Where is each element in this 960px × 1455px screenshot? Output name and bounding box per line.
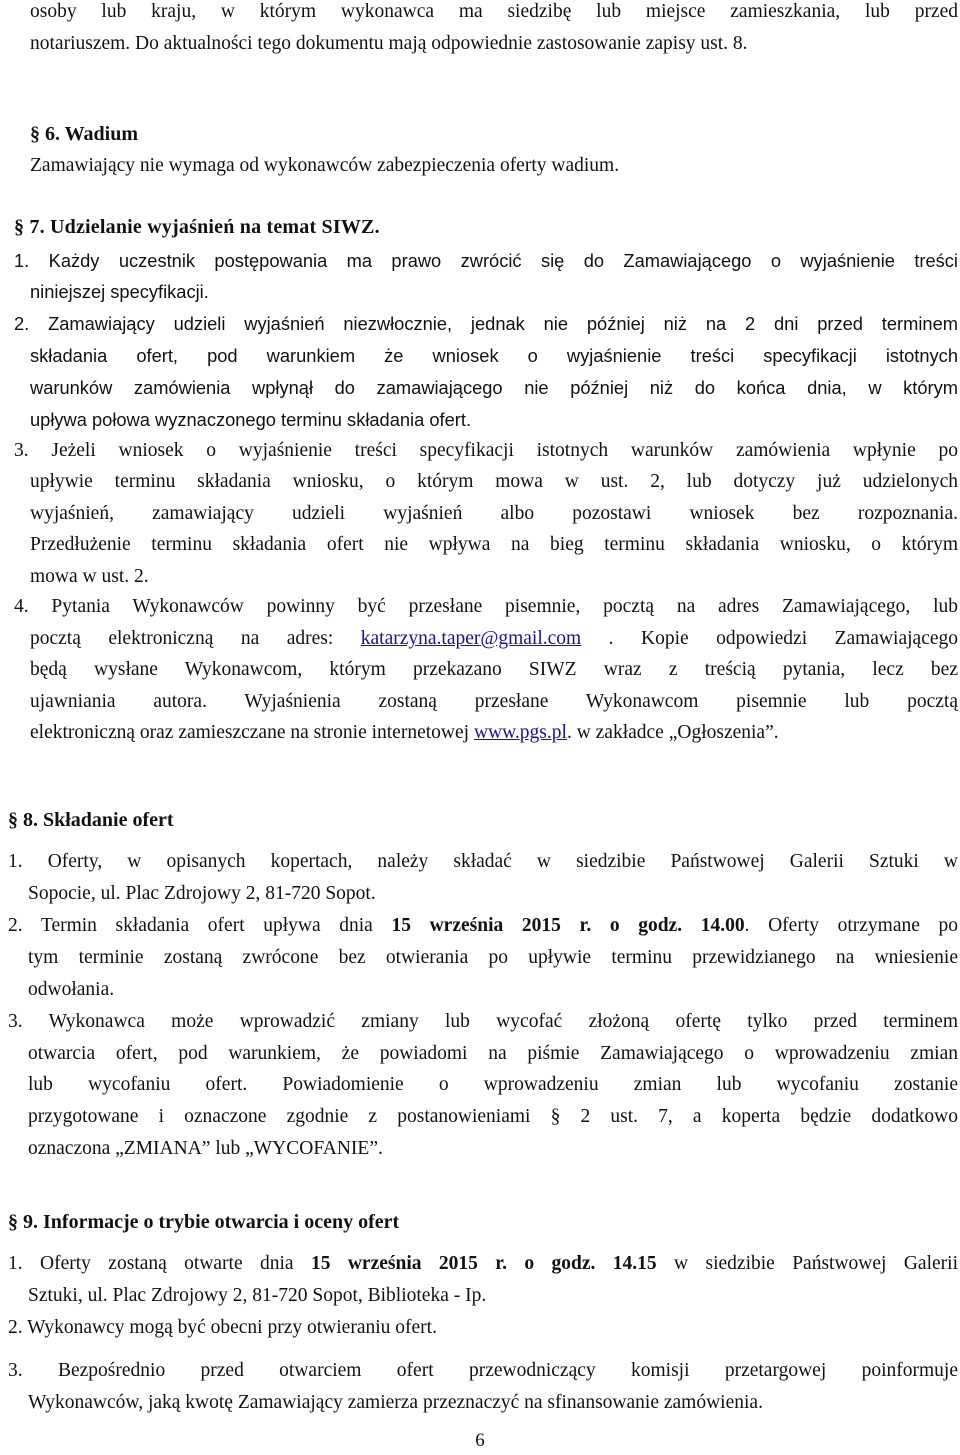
text-line (8, 1312, 708, 1344)
text-segment: pocztą elektroniczną na adres: (30, 628, 361, 649)
text-line (28, 974, 328, 1006)
text-line (28, 1280, 728, 1312)
text-segment: lub wycofaniu ofert. Powiadomienie o wprowadzeniu zmian lub wycofaniu zostanie (28, 1074, 958, 1095)
text-line (8, 1206, 608, 1238)
text-line (28, 1101, 958, 1133)
text-segment: otwarcia ofert, pod warunkiem, że powiadomi na piśmie Zamawiającego o wprowadzeniu zmian (28, 1043, 958, 1064)
text-line (30, 0, 958, 28)
text-segment: Wykonawców, jaką kwotę Zamawiający zamierza przeznaczyć na sfinansowanie zamówienia. (28, 1392, 763, 1413)
text-segment: niniejszej specyfikacji. (30, 281, 209, 302)
text-line (28, 1133, 728, 1165)
text-segment: elektroniczną oraz zamieszczane na stronie internetowej (30, 722, 474, 743)
text-line (30, 529, 958, 561)
text-segment: 1. Każdy uczestnik postępowania ma prawo zwrócić się do Zamawiającego o wyjaśnienie treści (14, 250, 958, 271)
text-line (30, 498, 958, 530)
text-line (28, 878, 728, 910)
text-line (30, 404, 730, 436)
text-line (14, 435, 958, 467)
text-line (30, 561, 430, 593)
text-line (30, 150, 930, 182)
hyperlink[interactable]: katarzyna.taper@gmail.com (360, 628, 582, 649)
text-line (30, 654, 958, 686)
text-line (28, 1069, 958, 1101)
text-segment: ujawniania autora. Wyjaśnienia zostaną przesłane Wykonawcom pisemnie lub pocztą (30, 691, 958, 712)
text-segment: 2. Termin składania ofert upływa dnia (8, 915, 392, 936)
hyperlink[interactable]: www.pgs.pl (473, 722, 567, 743)
text-line (8, 1006, 958, 1038)
text-line (30, 623, 958, 655)
bold-text: 15 września 2015 r. o godz. 14.15 (310, 1253, 657, 1274)
page-number: 6 (475, 1430, 485, 1451)
text-segment: . Oferty otrzymane po (744, 915, 959, 936)
text-segment: tym terminie zostaną zwrócone bez otwierania po upływie terminu przewidzianego na wniesienie (28, 947, 958, 968)
text-line (14, 245, 958, 277)
text-line (14, 211, 614, 243)
text-segment: 4. Pytania Wykonawców powinny być przesłane pisemnie, pocztą na adres Zamawiającego, lub (14, 596, 958, 617)
text-line (30, 466, 958, 498)
text-segment: będą wysłane Wykonawcom, którym przekazano SIWZ wraz z treścią pytania, lecz bez (30, 659, 958, 680)
text-segment: Przedłużenie terminu składania ofert nie wpływa na bieg terminu składania wniosku, o którym (30, 534, 958, 555)
text-segment: składania ofert, pod warunkiem że wniosek o wyjaśnienie treści specyfikacji istotnych (30, 345, 958, 366)
text-segment: odwołania. (28, 979, 115, 1000)
text-line (14, 308, 958, 340)
text-line (30, 276, 630, 308)
text-segment: 1. Oferty zostaną otwarte dnia (8, 1253, 311, 1274)
text-segment: warunków zamówienia wpłynął do zamawiającego nie później niż do końca dnia, w którym (30, 377, 958, 398)
text-line (30, 28, 950, 60)
text-segment: Sztuki, ul. Plac Zdrojowy 2, 81-720 Sopot, Biblioteka - Ip. (28, 1285, 487, 1306)
text-line (30, 686, 958, 718)
text-segment: . w zakładce „Ogłoszenia”. (566, 722, 779, 743)
text-line (28, 942, 958, 974)
text-segment: § 7. Udzielanie wyjaśnień na temat SIWZ. (14, 216, 380, 238)
text-segment: 3. Jeżeli wniosek o wyjaśnienie treści specyfikacji istotnych warunków zamówienia wpłynie po (14, 440, 958, 461)
text-segment: § 8. Składanie ofert (8, 809, 174, 831)
text-segment: w siedzibie Państwowej Galerii (656, 1253, 958, 1274)
text-segment: wyjaśnień, zamawiający udzieli wyjaśnień albo pozostawi wniosek bez rozpoznania. (30, 503, 958, 524)
text-segment: mowa w ust. 2. (30, 566, 149, 587)
text-segment: 3. Wykonawca może wprowadzić zmiany lub wycofać złożoną ofertę tylko przed terminem (8, 1011, 958, 1032)
text-segment: § 9. Informacje o trybie otwarcia i oceny ofert (8, 1211, 400, 1233)
text-segment: przygotowane i oznaczone zgodnie z postanowieniami § 2 ust. 7, a koperta będzie dodatkowo (28, 1106, 958, 1127)
text-line (14, 591, 958, 623)
text-segment: osoby lub kraju, w którym wykonawca ma siedzibę lub miejsce zamieszkania, lub przed (30, 1, 958, 22)
text-line (30, 340, 958, 372)
text-segment: oznaczona „ZMIANA” lub „WYCOFANIE”. (28, 1138, 383, 1159)
text-line (8, 1355, 958, 1387)
text-segment: § 6. Wadium (30, 123, 138, 145)
text-segment: upływie terminu składania wniosku, o którym mowa w ust. 2, lub dotyczy już udzielonych (30, 471, 958, 492)
text-segment: Zamawiający nie wymaga od wykonawców zabezpieczenia oferty wadium. (30, 155, 620, 176)
text-line (30, 118, 430, 150)
text-line (8, 846, 958, 878)
text-line (8, 804, 408, 836)
text-line (30, 372, 958, 404)
text-segment: 2. Wykonawcy mogą być obecni przy otwieraniu ofert. (8, 1317, 437, 1338)
text-segment: notariuszem. Do aktualności tego dokumentu mają odpowiednie zastosowanie zapisy ust. 8. (30, 33, 748, 54)
text-line (30, 717, 958, 749)
text-segment: 3. Bezpośrednio przed otwarciem ofert przewodniczący komisji przetargowej poinformuje (8, 1360, 958, 1381)
text-segment: 1. Oferty, w opisanych kopertach, należy składać w siedzibie Państwowej Galerii Sztuki w (8, 851, 958, 872)
text-line (28, 1038, 958, 1070)
text-line (28, 1387, 958, 1419)
text-segment: Sopocie, ul. Plac Zdrojowy 2, 81-720 Sopot. (28, 883, 376, 904)
text-segment: . Kopie odpowiedzi Zamawiającego (581, 628, 959, 649)
text-segment: upływa połowa wyznaczonego terminu składania ofert. (30, 409, 472, 430)
text-segment: 2. Zamawiający udzieli wyjaśnień niezwłocznie, jednak nie później niż na 2 dni przed terminem (14, 313, 958, 334)
bold-text: 15 września 2015 r. o godz. 14.00 (391, 915, 745, 936)
text-line (8, 910, 958, 942)
text-line (8, 1248, 958, 1280)
